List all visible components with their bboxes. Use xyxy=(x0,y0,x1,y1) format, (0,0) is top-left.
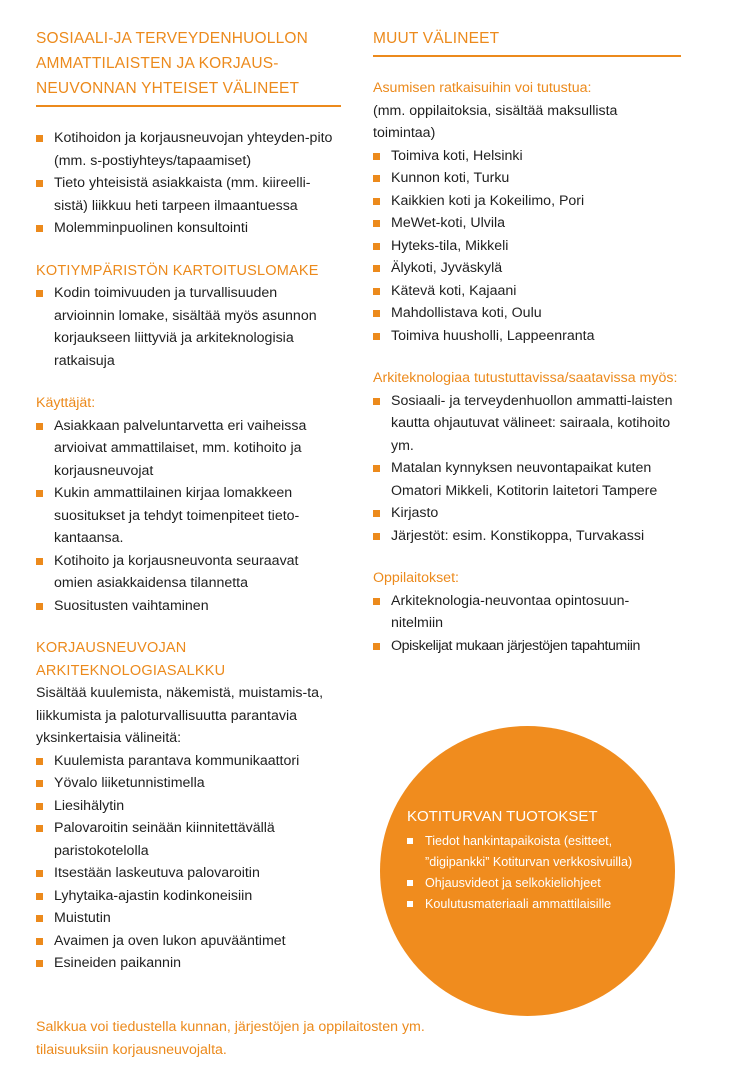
kartoitus-list xyxy=(36,282,341,372)
list-item: Tiedot hankintapaikoista (esitteet, ”digipankki” Kotiturvan verkkosivuilla) xyxy=(407,831,669,873)
asuminen-list xyxy=(373,145,681,348)
list-item: Lyhytaika-ajastin kodinkoneisiin xyxy=(36,885,341,908)
list-item: Kukin ammattilainen kirjaa lomakkeen suositukset ja tehdyt toimenpiteet tieto-kantaansa. xyxy=(36,482,341,550)
left-column xyxy=(36,26,341,975)
footer-note: Salkkua voi tiedustella kunnan, järjestöjen ja oppilaitosten ym. tilaisuuksiin korjausneuvojalta. xyxy=(36,1019,425,1058)
list-item: Yövalo liiketunnistimella xyxy=(36,772,341,795)
list-item: Tieto yhteisistä asiakkaista (mm. kiireelli-sistä) liikkuu heti tarpeen ilmaantuessa xyxy=(36,172,341,217)
list-item: Kaikkien koti ja Kokeilimo, Pori xyxy=(373,190,681,213)
list-item: Suositusten vaihtaminen xyxy=(36,595,341,618)
list-item: Toimiva huusholli, Lappeenranta xyxy=(373,325,681,348)
kayttajat-list xyxy=(36,415,341,618)
list-item: Matalan kynnyksen neuvontapaikat kuten Omatori Mikkeli, Kotitorin laitetori Tampere xyxy=(373,457,681,502)
asuminen-heading: Asumisen ratkaisuihin voi tutustua: xyxy=(373,80,592,96)
oppilaitokset-heading: Oppilaitokset: xyxy=(373,570,459,586)
circle-content xyxy=(407,806,669,915)
list-item: Kuulemista parantava kommunikaattori xyxy=(36,750,341,773)
list-item: Esineiden paikannin xyxy=(36,952,341,975)
arkiteknologia-heading: Arkiteknologiaa tutustuttavissa/saatavissa myös: xyxy=(373,370,678,386)
list-item: Muistutin xyxy=(36,907,341,930)
muut-valineet-title: MUUT VÄLINEET xyxy=(373,26,681,57)
list-item: Avaimen ja oven lukon apuvääntimet xyxy=(36,930,341,953)
arkiteknologia-list xyxy=(373,390,681,548)
list-item: Älykoti, Jyväskylä xyxy=(373,257,681,280)
list-item: Kotihoito ja korjausneuvonta seuraavat omien asiakkaidensa tilannetta xyxy=(36,550,341,595)
salkku-heading: KORJAUSNEUVOJAN ARKITEKNOLOGIASALKKU xyxy=(36,640,226,679)
kartoitus-heading: KOTIYMPÄRISTÖN KARTOITUSLOMAKE xyxy=(36,262,319,279)
shared-tools-list xyxy=(36,127,341,240)
oppilaitokset-list xyxy=(373,590,681,658)
list-item: Palovaroitin seinään kiinnitettävällä paristokotelolla xyxy=(36,817,341,862)
list-item: Arkiteknologia-neuvontaa opintosuun-nitelmiin xyxy=(373,590,681,635)
main-title: SOSIAALI-JA TERVEYDENHUOLLON AMMATTILAISTEN JA KORJAUS-NEUVONNAN YHTEISET VÄLINEET xyxy=(36,26,341,107)
list-item: Kätevä koti, Kajaani xyxy=(373,280,681,303)
circle-title: KOTITURVAN TUOTOKSET xyxy=(407,808,598,825)
list-item: Sosiaali- ja terveydenhuollon ammatti-laisten kautta ohjautuvat välineet: sairaala, kotihoito ym. xyxy=(373,390,681,458)
list-item: Ohjausvideot ja selkokieliohjeet xyxy=(407,873,669,894)
list-item: Itsestään laskeutuva palovaroitin xyxy=(36,862,341,885)
list-item: Asiakkaan palveluntarvetta eri vaiheissa arvioivat ammattilaiset, mm. kotihoito ja korjausneuvojat xyxy=(36,415,341,483)
list-item: Liesihälytin xyxy=(36,795,341,818)
list-item: Opiskelijat mukaan järjestöjen tapahtumiin xyxy=(373,635,681,658)
kayttajat-heading: Käyttäjät: xyxy=(36,395,96,411)
list-item: Toimiva koti, Helsinki xyxy=(373,145,681,168)
list-item: Järjestöt: esim. Konstikoppa, Turvakassi xyxy=(373,525,681,548)
list-item: Mahdollistava koti, Oulu xyxy=(373,302,681,325)
salkku-list xyxy=(36,750,341,975)
salkku-intro: Sisältää kuulemista, näkemistä, muistamis-ta, liikkumista ja paloturvallisuutta parantavia yksinkertaisia välineitä: xyxy=(36,685,324,746)
asuminen-intro: (mm. oppilaitoksia, sisältää maksullista toimintaa) xyxy=(373,102,618,141)
list-item: Koulutusmateriaali ammattilaisille xyxy=(407,894,669,915)
list-item: MeWet-koti, Ulvila xyxy=(373,212,681,235)
list-item: Kodin toimivuuden ja turvallisuuden arvioinnin lomake, sisältää myös asunnon korjaukseen liittyviä ja arkiteknologisia ratkaisuja xyxy=(36,282,341,372)
list-item: Hyteks-tila, Mikkeli xyxy=(373,235,681,258)
list-item: Kirjasto xyxy=(373,502,681,525)
list-item: Kunnon koti, Turku xyxy=(373,167,681,190)
list-item: Kotihoidon ja korjausneuvojan yhteyden-pito (mm. s-postiyhteys/tapaamiset) xyxy=(36,127,341,172)
list-item: Molemminpuolinen konsultointi xyxy=(36,217,341,240)
right-column xyxy=(373,26,681,657)
kotiturva-outputs-circle xyxy=(380,726,675,1016)
circle-list xyxy=(407,831,669,915)
